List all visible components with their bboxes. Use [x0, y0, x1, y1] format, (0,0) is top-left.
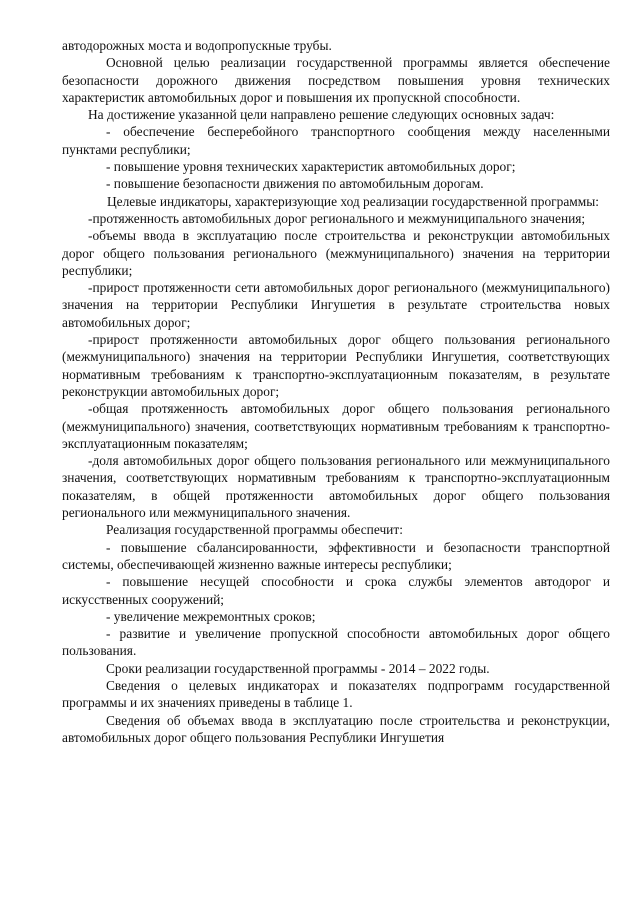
result-item: - увеличение межремонтных сроков;: [106, 608, 316, 624]
indicator-item: -протяженность автомобильных дорог регионального и межмуниципального значения;: [88, 210, 586, 226]
indicator-item: -прирост протяженности сети автомобильных дорог регионального (межмуниципального) значения на территории Республики Ингушетия в результате строительства новых автомобильных дорог;: [62, 280, 610, 330]
indicator-item: -доля автомобильных дорог общего пользования регионального или межмуниципального значения, соответствующих нормативным требованиям к транспортно-эксплуатационным показателям, в общей протяженности автомобильных дорог общего пользования регионального или межмуниципального значения.: [62, 453, 610, 521]
paragraph-timeline: Сроки реализации государственной программы - 2014 – 2022 годы.: [106, 660, 490, 676]
paragraph-results-intro: Реализация государственной программы обеспечит:: [106, 522, 403, 538]
result-item: - повышение несущей способности и срока службы элементов автодорог и искусственных сооружений;: [62, 574, 610, 607]
paragraph-main-goal: Основной целью реализации государственной программы является обеспечение безопасности дорожного движения посредством повышения уровня технических характеристик автомобильных дорог и повышения их пропускной способности.: [62, 55, 610, 105]
task-item: - обеспечение бесперебойного транспортного сообщения между населенными пунктами республики;: [62, 124, 610, 157]
result-item: - развитие и увеличение пропускной способности автомобильных дорог общего пользования.: [62, 626, 610, 659]
indicator-item: -прирост протяженности автомобильных дорог общего пользования регионального (межмуниципального) значения на территории Республики Ингушетия, соответствующих нормативным требованиям к транспортно-эксплуатационным показателям, в результате реконструкции автомобильных дорог;: [62, 332, 610, 399]
indicator-item: -объемы ввода в эксплуатацию после строительства и реконструкции автомобильных дорог общего пользования регионального (межмуниципального) значения на территории республики;: [62, 228, 610, 278]
task-item: - повышение уровня технических характеристик автомобильных дорог;: [106, 159, 516, 175]
paragraph-continuation: автодорожных моста и водопропускные трубы.: [62, 38, 332, 53]
task-item: - повышение безопасности движения по автомобильным дорогам.: [106, 176, 484, 192]
paragraph-table-reference: Сведения о целевых индикаторах и показателях подпрограмм государственной программы и их значениях приведены в таблице 1.: [62, 677, 610, 711]
paragraph-commissioning-info: Сведения об объемах ввода в эксплуатацию после строительства и реконструкции, автомобильных дорог общего пользования Республики Ингушетия: [62, 712, 610, 745]
result-item: - повышение сбалансированности, эффективности и безопасности транспортной системы, обеспечивающей жизненно важные интересы республики;: [62, 539, 610, 572]
indicator-item: -общая протяженность автомобильных дорог общего пользования регионального (межмуниципального) значения, соответствующих нормативным требованиям к транспортно-эксплуатационным показателям;: [62, 401, 610, 451]
paragraph-tasks-intro: На достижение указанной цели направлено решение следующих основных задач:: [88, 107, 555, 123]
paragraph-indicators-intro: Целевые индикаторы, характеризующие ход реализации государственной программы:: [107, 193, 599, 209]
